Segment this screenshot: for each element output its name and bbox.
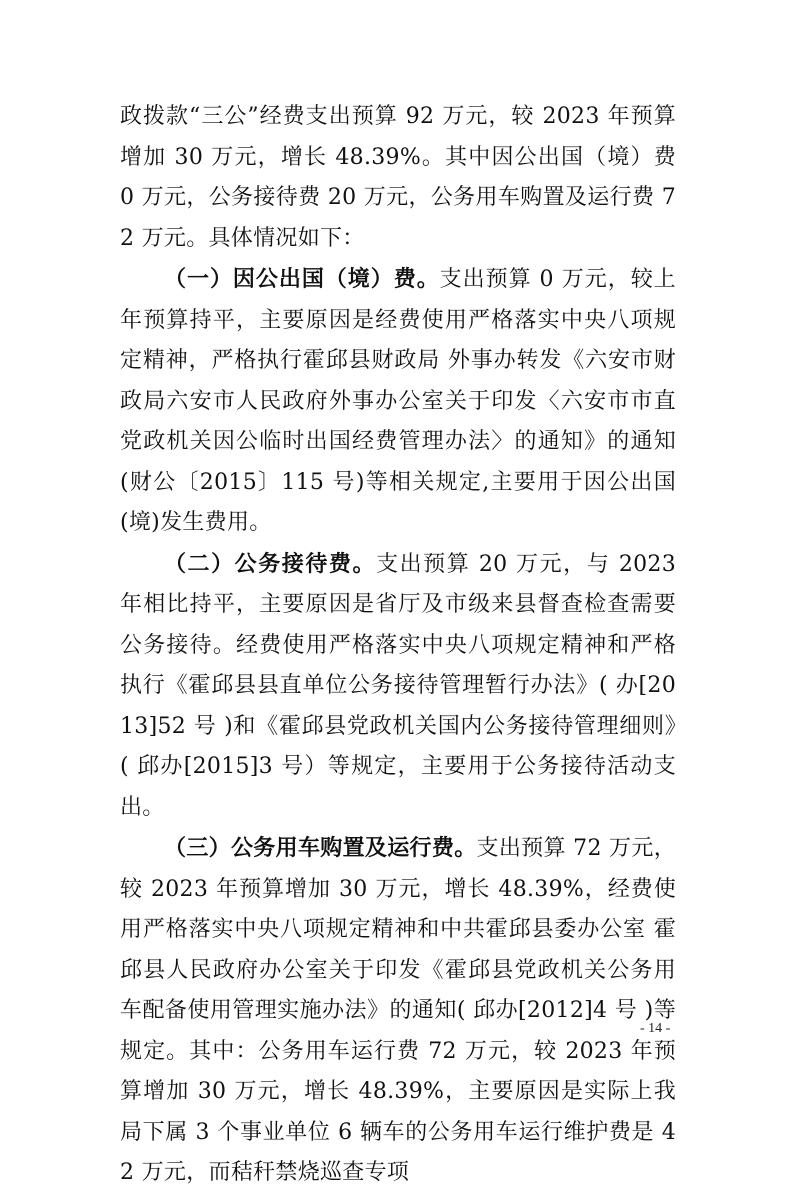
paragraph-overseas-travel-text: 支出预算 0 万元，较上年预算持平，主要原因是经费使用严格落实中央八项规定精神，严格执行霍邱县财政局 外事办转发《六安市财政局六安市人民政府外事办公室关于印发〈六安市市直党政机关因公临时出国经费管理办法〉的通知》的通知(财公〔2015〕115 号)等相关规定,主要用于因公出国(境)发生费用。 xyxy=(120,267,676,535)
paragraph-official-vehicles-text: 支出预算 72 万元，较 2023 年预算增加 30 万元，增长 48.39%，经费使用严格落实中央八项规定精神和中共霍邱县委办公室 霍邱县人民政府办公室关于印发《霍邱县党政机关公务用车配备使用管理实施办法》的通知( 邱办[2012]4 号 )等规定。其中：公务用车运行费 72 万元，较 2023 年预算增加 30 万元，增长 48.39%，主要原因是实际上我局下属 3 个事业单位 6 辆车的公务用车运行维护费是 42 万元，而秸秆禁烧巡查专项 xyxy=(120,836,676,1185)
document-body xyxy=(120,97,676,1194)
paragraph-official-vehicles xyxy=(120,828,676,1194)
paragraph-overseas-travel xyxy=(120,259,676,544)
section-heading-overseas-travel: （一）因公出国（境）费。 xyxy=(164,266,440,292)
section-heading-official-reception: （二）公务接待费。 xyxy=(164,550,377,577)
paragraph-official-reception xyxy=(120,544,676,829)
page-number: - 14 - xyxy=(640,1021,671,1036)
paragraph-official-reception-text: 支出预算 20 万元，与 2023 年相比持平，主要原因是省厅及市级来县督查检查需要公务接待。经费使用严格落实中央八项规定精神和严格执行《霍邱县县直单位公务接待管理暂行办法》( 办[2013]52 号 )和《霍邱县党政机关国内公务接待管理细则》( 邱办[2015]3 号）等规定，主要用于公务接待活动支出。 xyxy=(120,551,677,820)
paragraph-summary xyxy=(120,97,676,259)
paragraph-summary-text: 政拨款“三公”经费支出预算 92 万元，较 2023 年预算增加 30 万元，增长 48.39%。其中因公出国（境）费 0 万元，公务接待费 20 万元，公务用车购置及运行费 72 万元。具体情况如下： xyxy=(120,104,676,251)
section-heading-official-vehicles: （三）公务用车购置及运行费。 xyxy=(164,835,477,861)
